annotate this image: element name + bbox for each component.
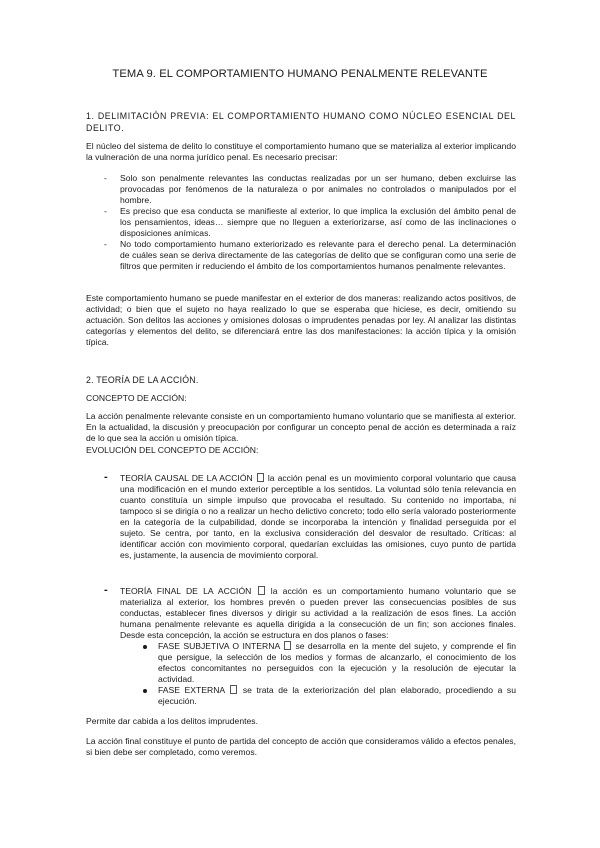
list-dash: -: [104, 239, 107, 249]
missing-glyph-icon: [258, 586, 265, 595]
document-title: TEMA 9. EL COMPORTAMIENTO HUMANO PENALMENTE RELEVANTE: [112, 68, 488, 80]
phase-label: FASE SUBJETIVA O INTERNA: [158, 641, 280, 651]
causal-theory-label: TEORÍA CAUSAL DE LA ACCIÓN: [120, 473, 253, 483]
concept-text: La acción penalmente relevante consiste en un comportamiento humano voluntario que se manifiesta al exterior. En la actualidad, la discusión y preocupación por configurar un concepto penal de acción es determinada a raíz de lo que sea la acción u omisión típica.: [86, 411, 516, 443]
causal-theory-text: la acción penal es un movimiento corporal voluntario que causa una modificación en el mundo exterior perceptible a los sentidos. La voluntad sólo tenía relevancia en cuanto constituía un simple impulso que provocaba el resultado. Su contenido no importaba, ni tampoco si se dirigía o no a realizar un hecho delictivo concreto; todo ello sería valorado posteriormente en la categoría de la culpabilidad, donde se incorporaba la intención y finalidad perseguida por el sujeto. Se centra, por tanto, en la exclusiva consideración del desvalor de resultado. Críticas: al identificar acción con movimiento corporal, quedarían excluidas las omisiones, cuyo punto de partida es, justamente, la ausencia de movimiento corporal.: [120, 473, 517, 560]
bullet-icon: [143, 689, 147, 693]
evolution-heading: EVOLUCIÓN DEL CONCEPTO DE ACCIÓN:: [86, 445, 259, 455]
final-theory-item: [120, 586, 516, 641]
bullet-icon: [143, 645, 147, 649]
phase-item: [158, 685, 516, 707]
list-dash: -: [104, 584, 108, 596]
phase-item: [158, 641, 516, 685]
missing-glyph-icon: [257, 473, 264, 482]
concept-heading: CONCEPTO DE ACCIÓN:: [86, 393, 187, 403]
list-item: No todo comportamiento humano exteriorizado es relevante para el derecho penal. La determinación de cuáles sean se deriva directamente de las categorías de delito que se configuran como una serie de filtros que permiten ir reduciendo el ámbito de los comportamientos humanos penalmente relevantes.: [120, 239, 516, 271]
imprudent-note: Permite dar cabida a los delitos imprudentes.: [86, 716, 258, 726]
final-theory-text: la acción es un comportamiento humano voluntario que se materializa al exterior, los hombres prevén o pueden prever las consecuencias posibles de sus conductas, establecer fines diversos y dirigir su actividad a la realización de esos fines. La acción humana penalmente relevante es aquella dirigida a la consecución de un fin; son acciones finales. Desde esta concepción, la acción se estructura en dos planos o fases:: [120, 586, 517, 640]
section2-heading: 2. TEORÍA DE LA ACCIÓN.: [86, 375, 199, 385]
section1-closing: Este comportamiento humano se puede manifestar en el exterior de dos maneras: realizando actos positivos, de actividad; o bien que el sujeto no haya realizado lo que se esperaba que hiciese, es decir, omitiendo su actuación. Son delitos las acciones y omisiones dolosas o imprudentes penadas por ley. Al analizar las distintas categorías y elementos del delito, se diferenciará entre las dos manifestaciones: la acción típica y la omisión típica.: [86, 293, 516, 347]
phase-text: se trata de la exteriorización del plan elaborado, procediendo a su ejecución.: [158, 685, 516, 706]
phase-label: FASE EXTERNA: [158, 685, 225, 695]
causal-theory-item: [120, 473, 516, 561]
phase-text: se desarrolla en la mente del sujeto, y comprende el fin que persigue, la selección de los medios y formas de alcanzarlo, el conocimiento de los efectos concomitantes no perseguidos con la ejecución y la resolución de ejecutar la actividad.: [158, 641, 516, 684]
conclusion-text: La acción final constituye el punto de partida del concepto de acción que consideramos válido a efectos penales, si bien debe ser completado, como veremos.: [86, 736, 516, 757]
section1-heading: 1. DELIMITACIÓN PREVIA: EL COMPORTAMIENTO HUMANO COMO NÚCLEO ESENCIAL DEL DELITO.: [86, 111, 516, 133]
list-dash: -: [104, 173, 107, 183]
list-item: Es preciso que esa conducta se manifieste al exterior, lo que implica la exclusión del ámbito penal de los pensamientos, ideas… siempre que no lleguen a exteriorizarse, así como de las inclinaciones o disposiciones anímicas.: [120, 206, 516, 238]
section1-intro: El núcleo del sistema de delito lo constituye el comportamiento humano que se materializa al exterior implicando la vulneración de una norma jurídico penal. Es necesario precisar:: [86, 141, 516, 162]
missing-glyph-icon: [284, 641, 291, 650]
list-dash: -: [104, 471, 108, 483]
list-dash: -: [104, 206, 107, 216]
final-theory-label: TEORÍA FINAL DE LA ACCIÓN: [120, 586, 252, 596]
list-item: Solo son penalmente relevantes las conductas realizadas por un ser humano, deben excluirse las provocadas por fenómenos de la naturaleza o por animales no controlados o manipulados por el hombre.: [120, 173, 516, 205]
missing-glyph-icon: [230, 685, 237, 694]
